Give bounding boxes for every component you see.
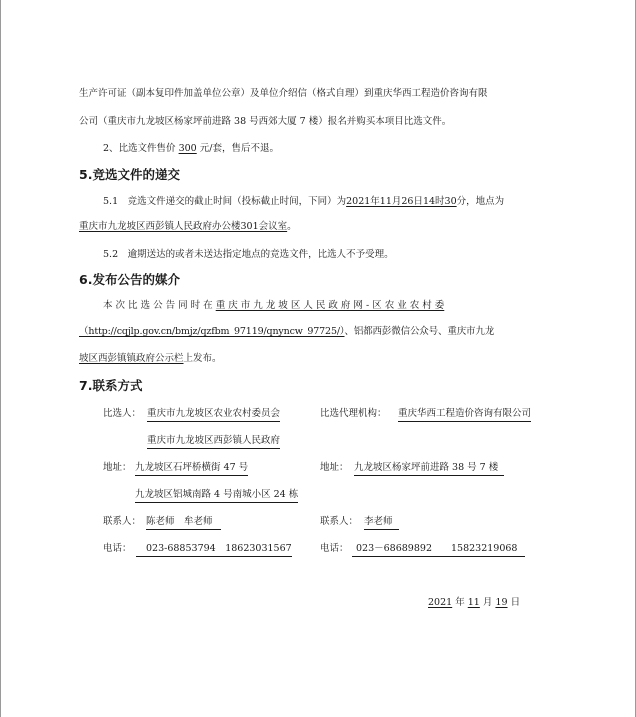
agent-contact-value xyxy=(364,516,399,530)
price-value: 300 xyxy=(178,143,197,154)
agent-contact-label: 联系人： xyxy=(320,516,359,527)
publish-site: 重 庆 市 九 龙 坡 区 人 民 政 府 网 - 区 农 业 农 村 委 xyxy=(215,300,445,311)
address-2 xyxy=(135,489,298,503)
date-year: 2021 xyxy=(428,597,453,608)
location-end: 。 xyxy=(287,221,297,232)
address-label: 地址： xyxy=(103,462,132,473)
section5-p1 xyxy=(103,196,504,208)
price-prefix: 2、比选文件售价 xyxy=(103,143,176,154)
contact-value-text: 陈老师 牟老师 xyxy=(146,516,221,530)
address-2-text: 九龙坡区铝城南路 4 号南城小区 24 栋 xyxy=(135,489,298,503)
agent-address-label: 地址： xyxy=(320,462,349,473)
agent-phone-label: 电话： xyxy=(320,543,349,554)
submission-location: 重庆市九龙坡区西彭镇人民政府办公楼301会议室 xyxy=(79,221,288,232)
phone-value xyxy=(136,543,292,557)
address-1 xyxy=(135,462,248,476)
agent-contact-value-text: 李老师 xyxy=(364,516,399,530)
publish-board: 坡区西彭镇镇政府公示栏 xyxy=(79,353,184,364)
section4-line2: 公司（重庆市九龙坡区杨家坪前进路 38 号西郊大厦 7 楼）报名并购买本项目比选文件。 xyxy=(79,116,452,127)
price-line xyxy=(103,143,279,155)
buyer-label: 比选人： xyxy=(103,408,142,419)
section7-heading: 7.联系方式 xyxy=(79,378,143,393)
section5-location xyxy=(79,221,297,233)
deadline-suffix: 分，地点为 xyxy=(456,196,505,207)
section5-p2: 5.2 逾期送达的或者未送达指定地点的竞选文件，比选人不予受理。 xyxy=(103,249,394,260)
date-month-unit: 月 xyxy=(482,597,493,608)
buyer-name-2-text: 重庆市九龙坡区西彭镇人民政府 xyxy=(147,435,280,449)
address-1-text: 九龙坡区石坪桥横街 47 号 xyxy=(135,462,248,476)
section6-p2 xyxy=(79,326,494,338)
deadline-date: 2021年11月26日14时30 xyxy=(346,196,457,207)
buyer-name-2 xyxy=(147,435,280,449)
date-year-unit: 年 xyxy=(455,597,465,608)
date-month: 11 xyxy=(467,597,480,608)
section6-p3 xyxy=(79,353,222,365)
agent-phone-value xyxy=(352,543,525,557)
page-border-left xyxy=(0,0,1,717)
contact-value xyxy=(146,516,221,530)
date-day: 19 xyxy=(495,597,508,608)
buyer-name-1-text: 重庆市九龙坡区农业农村委员会 xyxy=(147,408,280,422)
agent-label: 比选代理机构： xyxy=(320,408,387,419)
agent-phone-value-text: 023－68689892 15823219068 xyxy=(352,543,525,557)
agent-name xyxy=(398,408,531,422)
phone-value-text: 023-68853794 18623031567 xyxy=(136,543,292,557)
section6-heading: 6.发布公告的媒介 xyxy=(79,272,180,287)
section6-p1 xyxy=(103,300,444,312)
publish-url: （http://cqjlp.gov.cn/bmjz/qzfbm_97119/qnyncw_97725/） xyxy=(79,326,345,337)
price-suffix: 元/套，售后不退。 xyxy=(199,143,279,154)
publish-prefix: 本 次 比 选 公 告 同 时 在 xyxy=(103,300,213,311)
publish-end: 上发布。 xyxy=(183,353,222,364)
contact-label: 联系人： xyxy=(103,516,142,527)
deadline-prefix: 5.1 竞选文件递交的截止时间（投标截止时间，下同）为 xyxy=(103,196,347,207)
section4-line1: 生产许可证（副本复印件加盖单位公章）及单位介绍信（格式自理）到重庆华西工程造价咨询有限 xyxy=(79,88,488,99)
date-day-unit: 日 xyxy=(510,597,521,608)
agent-address-text: 九龙坡区杨家坪前进路 38 号 7 楼 xyxy=(354,462,504,476)
phone-label: 电话： xyxy=(103,543,132,554)
agent-name-text: 重庆华西工程造价咨询有限公司 xyxy=(398,408,531,422)
document-date xyxy=(428,597,520,609)
buyer-name-1 xyxy=(147,408,280,422)
publish-channels: 、铝都西彭微信公众号、重庆市九龙 xyxy=(344,326,495,337)
section5-heading: 5.竞选文件的递交 xyxy=(79,167,180,182)
agent-address xyxy=(354,462,504,476)
